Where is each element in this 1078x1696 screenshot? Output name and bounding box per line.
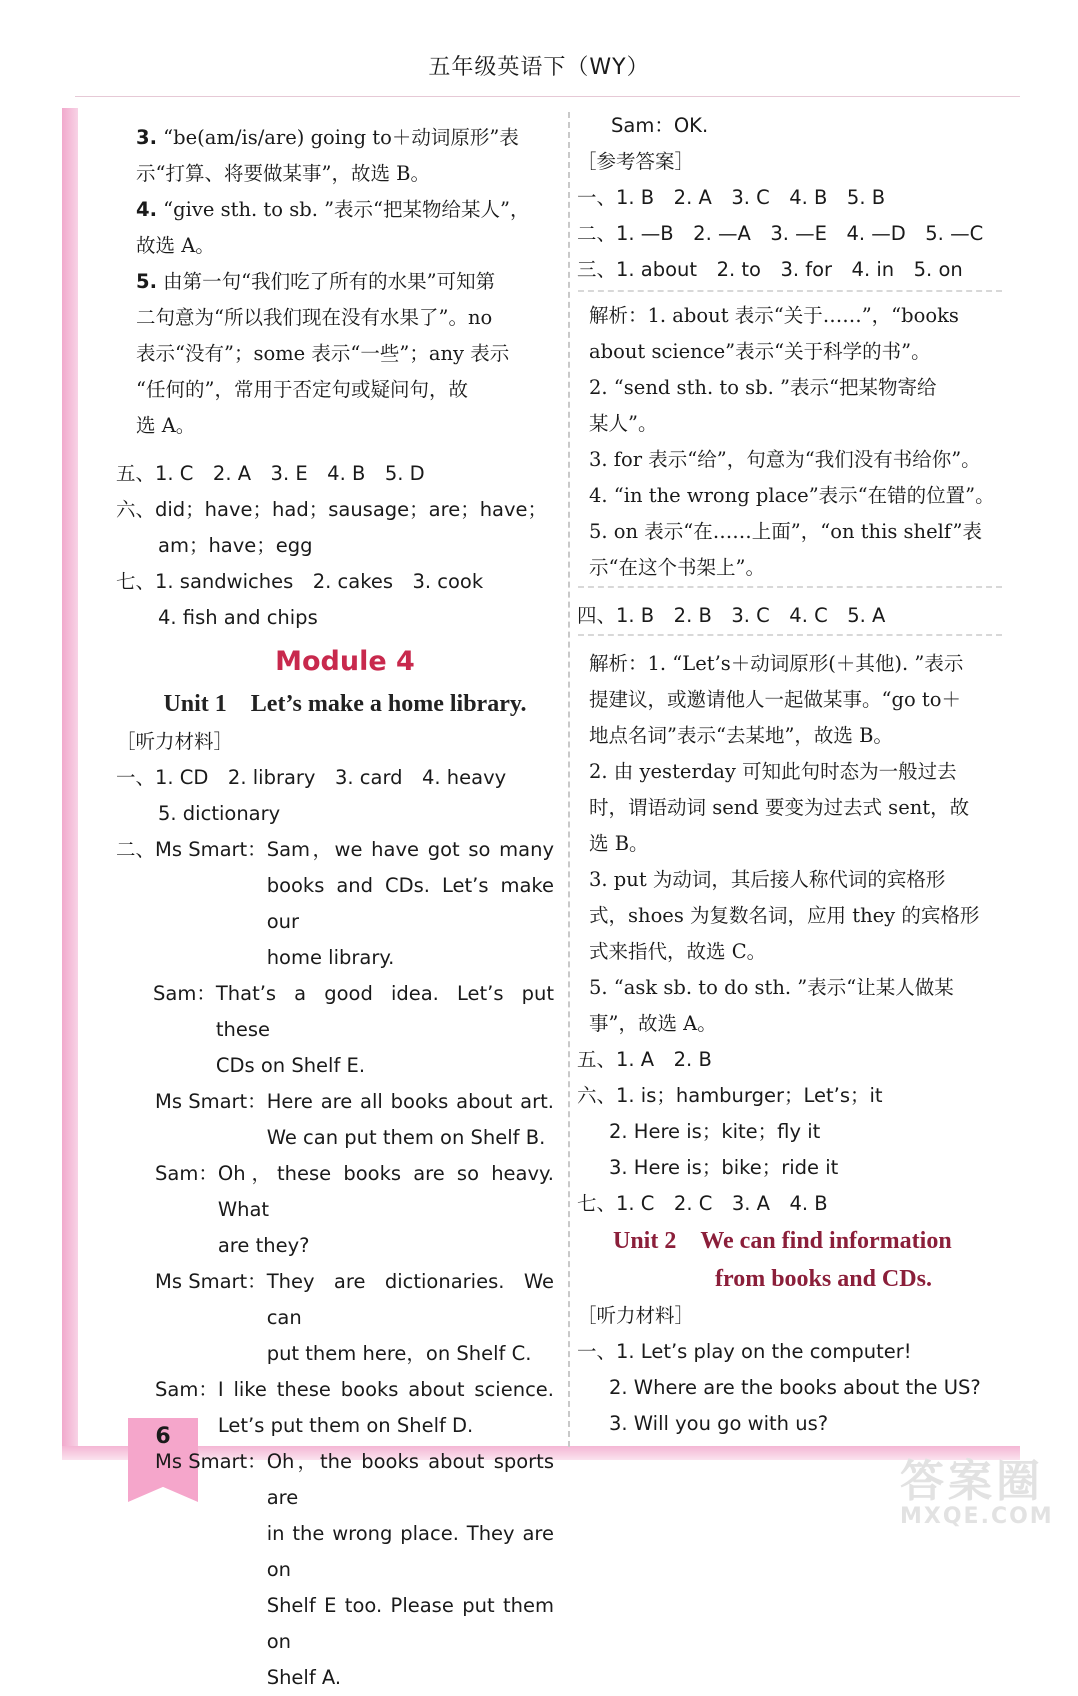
text-line: 2. 由 yesterday 可知此句时态为一般过去	[589, 760, 957, 783]
answer-section-3: 三、1. about 2. to 3. for 4. in 5. on	[577, 258, 963, 281]
text-line: 二句意为“所以我们现在没有水果了”。no	[136, 306, 493, 329]
speaker: Ms Smart：	[155, 1090, 267, 1113]
dialogue-line: Shelf A.	[266, 1666, 342, 1689]
explanation-q3	[136, 120, 554, 192]
listening-section-1-cont: 5. dictionary	[158, 802, 281, 825]
header-rule	[75, 96, 1020, 97]
answer-section-1: 一、1. B 2. A 3. C 4. B 5. B	[577, 186, 886, 209]
text-line: 选 B。	[589, 832, 649, 855]
watermark-text: 答案圈	[900, 1456, 1044, 1507]
text-line: 3. put 为动词，其后接人称代词的宾格形	[589, 868, 946, 891]
text-line: 2. “send sth. to sb. ”表示“把某物寄给	[589, 376, 937, 399]
watermark-logo	[900, 1458, 1060, 1530]
text-line: 示“在这个书架上”。	[589, 556, 765, 579]
right-column	[577, 108, 997, 1442]
text-line: “be(am/is/are) going to＋动词原形”表	[156, 126, 519, 149]
listening-label: ［听力材料］	[116, 730, 234, 753]
explanation-block-3	[589, 298, 997, 586]
answer-section-7: 七、1. sandwiches 2. cakes 3. cook	[116, 570, 484, 593]
speaker: Ms Smart：	[155, 838, 267, 861]
dialogue-turn	[155, 1444, 554, 1696]
dialogue-line: That’s a good idea. Let’s put these	[215, 982, 554, 1041]
dialogue-line: We can put them on Shelf B.	[266, 1126, 546, 1149]
q-number: 5.	[136, 270, 157, 293]
answer-section-6-cont: 3. Here is；bike；ride it	[609, 1156, 839, 1179]
unit2-title: Unit 2 We can find information	[613, 1228, 952, 1254]
page-header: 五年级英语下（WY）	[428, 55, 650, 80]
left-column	[116, 120, 554, 1696]
answer-section-7: 七、1. C 2. C 3. A 4. B	[577, 1192, 828, 1215]
text-line: 事”，故选 A。	[589, 1012, 717, 1035]
text-line: 解析：1. about 表示“关于……”，“books	[589, 304, 959, 327]
side-decor-bar	[62, 108, 78, 1448]
dialogue-list	[155, 832, 554, 1696]
text-line: 选 A。	[136, 414, 196, 437]
answer-section-5: 五、1. C 2. A 3. E 4. B 5. D	[116, 462, 425, 485]
text-line: about science”表示“关于科学的书”。	[589, 340, 931, 363]
text-line: 地点名词”表示“去某地”，故选 B。	[589, 724, 893, 747]
answer-section-6-cont: 2. Here is；kite；fly it	[609, 1120, 821, 1143]
speaker: Ms Smart：	[155, 1450, 267, 1473]
speaker: Sam：	[155, 1378, 218, 1401]
listening-label: ［听力材料］	[577, 1304, 695, 1327]
speaker: Sam：	[155, 1162, 218, 1185]
explanation-q5	[136, 264, 554, 444]
text-line: 提建议，或邀请他人一起做某事。“go to＋	[589, 688, 961, 711]
text-line: 示“打算、将要做某事”，故选 B。	[136, 162, 430, 185]
dialogue-turn	[155, 832, 554, 976]
answer-label: ［参考答案］	[577, 150, 695, 173]
text-line: “任何的”，常用于否定句或疑问句，故	[136, 378, 468, 401]
module-title: Module 4	[275, 646, 415, 677]
dialogue-line: Sam，we have got so many	[266, 838, 554, 861]
text-line: 某人”。	[589, 412, 658, 435]
answer-section-6: 六、did；have；had；sausage；are；have；	[116, 498, 548, 521]
speaker: Sam：	[153, 982, 216, 1005]
listening-line: 3. Will you go with us?	[609, 1412, 829, 1435]
text-line: 故选 A。	[136, 234, 215, 257]
q-number: 3.	[136, 126, 157, 149]
dialogue-line: Sam：OK.	[611, 114, 709, 137]
unit2-title-cont: from books and CDs.	[715, 1266, 932, 1292]
text-line: 解析：1. “Let’s＋动词原形(＋其他). ”表示	[589, 652, 964, 675]
dialogue-line: in the wrong place. They are on	[266, 1522, 554, 1581]
dialogue-turn	[155, 1264, 554, 1372]
dialogue-turn	[155, 1084, 554, 1156]
answer-section-6-cont: am；have；egg	[158, 534, 313, 557]
answer-section-2: 二、1. —B 2. —A 3. —E 4. —D 5. —C	[577, 222, 984, 245]
dialogue-line: Here are all books about art.	[266, 1090, 554, 1113]
dialogue-line: books and CDs. Let’s make our	[266, 874, 554, 933]
answer-section-4: 四、1. B 2. B 3. C 4. C 5. A	[577, 604, 886, 627]
dialogue-line: home library.	[266, 946, 395, 969]
dialogue-block	[116, 832, 554, 1696]
listening-section-1: 一、1. CD 2. library 3. card 4. heavy	[116, 766, 507, 789]
watermark-url: MXQE.COM	[900, 1504, 1054, 1529]
speaker: Ms Smart：	[155, 1270, 267, 1293]
dialogue-turn	[155, 1156, 554, 1264]
text-line: 表示“没有”；some 表示“一些”；any 表示	[136, 342, 510, 365]
unit1-title: Unit 1 Let’s make a home library.	[163, 691, 527, 717]
dialogue-line: are they?	[217, 1234, 310, 1257]
text-line: “give sth. to sb. ”表示“把某物给某人”，	[156, 198, 530, 221]
column-divider	[568, 112, 570, 1447]
dialogue-line: Oh，the books about sports are	[266, 1450, 554, 1509]
dialogue-turn	[155, 1372, 554, 1444]
answer-section-6: 六、1. is；hamburger；Let’s；it	[577, 1084, 883, 1107]
listening-line: 一、1. Let’s play on the computer!	[577, 1340, 912, 1363]
listening-line: 2. Where are the books about the US?	[609, 1376, 981, 1399]
dialogue-turn	[153, 976, 554, 1084]
dialogue-line: Let’s put them on Shelf D.	[217, 1414, 474, 1437]
dialogue-line: They are dictionaries. We can	[266, 1270, 554, 1329]
dialogue-line: Shelf E too. Please put them on	[266, 1594, 554, 1653]
dialogue-prefix: 二、	[116, 838, 156, 861]
text-line: 3. for 表示“给”，句意为“我们没有书给你”。	[589, 448, 981, 471]
q-number: 4.	[136, 198, 157, 221]
dialogue-line: CDs on Shelf E.	[215, 1054, 366, 1077]
text-line: 4. “in the wrong place”表示“在错的位置”。	[589, 484, 995, 507]
answer-section-7-cont: 4. fish and chips	[158, 606, 318, 629]
text-line: 时，谓语动词 send 要变为过去式 sent，故	[589, 796, 970, 819]
page-number: 6	[155, 1424, 171, 1449]
dialogue-line: I like these books about science.	[217, 1378, 554, 1401]
text-line: 由第一句“我们吃了所有的水果”可知第	[156, 270, 496, 293]
explanation-q4	[136, 192, 554, 264]
explanation-block-4	[589, 646, 997, 1042]
text-line: 式，shoes 为复数名词，应用 they 的宾格形	[589, 904, 980, 927]
answer-section-5: 五、1. A 2. B	[577, 1048, 712, 1071]
dialogue-line: Oh，these books are so heavy. What	[217, 1162, 554, 1221]
text-line: 式来指代，故选 C。	[589, 940, 767, 963]
text-line: 5. on 表示“在……上面”，“on this shelf”表	[589, 520, 983, 543]
dialogue-line: put them here，on Shelf C.	[266, 1342, 532, 1365]
text-line: 5. “ask sb. to do sth. ”表示“让某人做某	[589, 976, 954, 999]
